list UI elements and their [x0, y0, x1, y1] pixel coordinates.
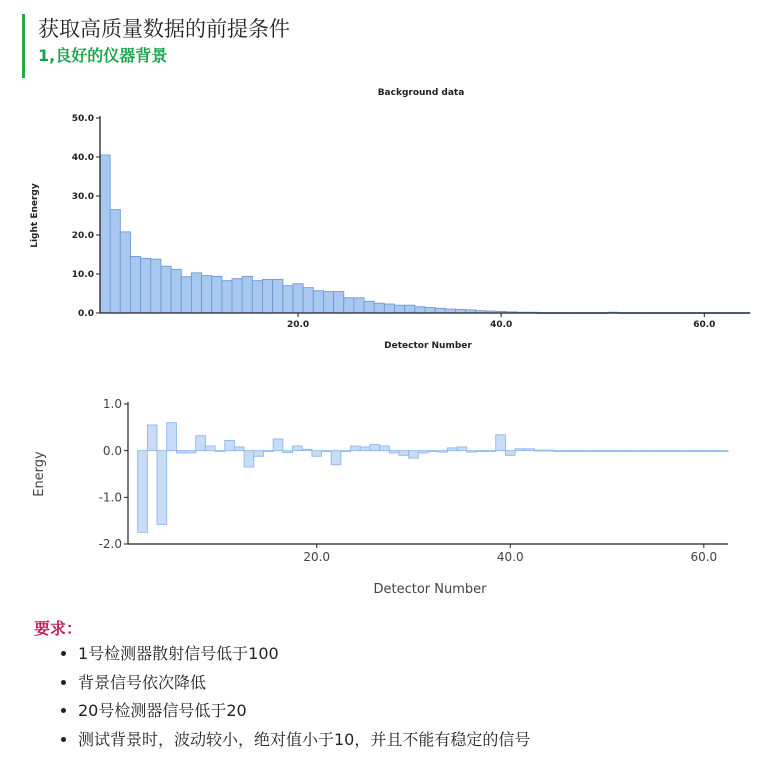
chart2-bar — [186, 451, 196, 453]
chart1-bar — [273, 279, 283, 313]
chart2-bar — [670, 451, 680, 452]
chart2-bar — [244, 451, 254, 467]
chart1-bar — [313, 291, 323, 313]
chart1-bar — [364, 301, 374, 313]
chart2-bar — [215, 451, 225, 452]
chart1-y-tick-label: 40.0 — [71, 153, 94, 164]
page-title: 获取高质量数据的前提条件 — [38, 17, 290, 41]
chart2-bar — [225, 440, 235, 450]
chart2-bar — [699, 451, 709, 452]
chart2-x-tick-label: 40.0 — [496, 550, 524, 564]
chart1-bar — [120, 232, 130, 313]
chart2-bar — [138, 451, 148, 533]
chart2-bar — [389, 451, 399, 453]
chart2-bar — [496, 435, 506, 451]
chart1-bar — [232, 279, 242, 313]
chart2-bar — [322, 451, 332, 452]
chart2-y-tick-label: 1.0 — [102, 397, 122, 412]
chart1-bar — [405, 305, 415, 313]
chart2-bar — [302, 449, 312, 450]
chart2-bar — [293, 446, 303, 451]
chart2-bar — [583, 451, 593, 452]
requirement-item: • 背景信号依次降低 — [78, 669, 530, 698]
chart1-bar — [181, 277, 191, 313]
chart2-y-tick-label: 0.0 — [102, 443, 122, 458]
chart2-bar — [544, 450, 554, 451]
chart2-bar — [612, 451, 622, 452]
chart1-x-tick-label: 20.0 — [286, 320, 310, 330]
chart2-y-tick-label: -1.0 — [98, 490, 122, 505]
chart2-bar — [515, 449, 525, 451]
header — [22, 14, 290, 78]
requirement-item: • 1号检测器散射信号低于100 — [78, 640, 530, 669]
chart1-bar — [130, 256, 140, 313]
chart2-bar — [563, 451, 573, 452]
chart2-bar — [447, 448, 457, 451]
chart1-bar — [395, 305, 405, 313]
chart2-bar — [476, 451, 486, 452]
chart2-bar — [651, 451, 661, 452]
chart2-bar — [438, 451, 448, 452]
chart2-bar — [331, 451, 341, 465]
chart2-bar — [689, 451, 699, 452]
chart2-bar — [525, 449, 535, 451]
chart2-bar — [370, 445, 380, 451]
chart2-bar — [380, 446, 390, 451]
chart2-bar — [157, 451, 167, 525]
chart1-x-label: Detector Number — [384, 341, 472, 351]
chart2-bar — [312, 451, 322, 457]
chart1-bar — [415, 307, 425, 313]
chart2-bar — [176, 451, 186, 453]
chart2-bar — [351, 446, 361, 451]
chart2-bar — [486, 451, 496, 452]
chart1-bar — [151, 259, 161, 313]
chart2-bar — [341, 451, 351, 452]
background-data-chart — [0, 80, 760, 360]
chart2-bar — [573, 451, 583, 452]
chart1-bar — [344, 298, 354, 313]
chart1-bar — [171, 269, 181, 313]
chart1-x-tick-label: 40.0 — [490, 320, 513, 330]
chart2-bar — [593, 451, 603, 452]
chart2-bar — [709, 451, 719, 452]
chart1-bar — [263, 279, 273, 313]
chart2-bar — [467, 451, 477, 452]
chart2-bar — [457, 447, 467, 451]
requirement-item: • 20号检测器信号低于20 — [78, 697, 530, 726]
chart1-bar — [374, 303, 384, 313]
chart1-bar — [252, 281, 262, 313]
chart1-bar — [293, 284, 303, 313]
chart1-bar — [202, 276, 212, 313]
chart2-x-label: Detector Number — [373, 582, 487, 597]
chart1-bar — [425, 308, 435, 313]
chart2-bar — [505, 451, 515, 456]
chart2-bar — [680, 451, 690, 452]
chart1-bar — [435, 308, 445, 313]
page-subtitle: 1,良好的仪器背景 — [38, 46, 168, 65]
chart1-title: Background data — [377, 88, 465, 98]
chart1-x-tick-label: 60.0 — [693, 320, 716, 330]
chart2-bar — [602, 451, 612, 452]
chart2-bar — [234, 447, 244, 451]
chart2-bar — [409, 451, 419, 458]
chart2-x-tick-label: 20.0 — [303, 550, 331, 564]
chart2-bar — [360, 447, 370, 451]
chart2-y-label: Energy — [32, 451, 47, 497]
chart1-bar — [191, 273, 201, 313]
requirement-item: • 测试背景时，波动较小，绝对值小于10，并且不能有稳定的信号 — [78, 726, 530, 755]
chart2-bar — [641, 451, 651, 452]
requirements-title: 要求： — [34, 619, 83, 638]
chart1-y-tick-label: 0.0 — [78, 309, 94, 320]
chart1-bar — [323, 292, 333, 313]
chart2-bar — [631, 451, 641, 452]
chart1-bar — [222, 281, 232, 313]
chart2-x-tick-label: 60.0 — [690, 550, 718, 564]
chart1-y-tick-label: 20.0 — [71, 231, 94, 242]
chart1-bar — [283, 286, 293, 313]
chart2-bar — [554, 451, 564, 452]
chart1-bar — [161, 266, 171, 313]
chart2-bar — [273, 439, 283, 451]
chart1-bar — [303, 288, 313, 313]
chart1-y-tick-label: 10.0 — [71, 270, 94, 281]
chart2-bar — [718, 451, 728, 452]
chart1-bar — [354, 298, 364, 313]
chart1-bar — [141, 258, 151, 313]
chart1-bar — [110, 210, 120, 313]
chart1-bar — [384, 304, 394, 313]
chart2-bar — [147, 425, 157, 451]
energy-chart — [0, 390, 760, 605]
chart2-y-tick-label: -2.0 — [98, 537, 122, 552]
chart2-bar — [283, 451, 293, 453]
chart2-bar — [534, 450, 544, 451]
chart1-bar — [334, 292, 344, 313]
chart2-bar — [418, 451, 428, 453]
chart2-bar — [167, 423, 177, 451]
chart1-bar — [242, 276, 252, 313]
chart2-bar — [660, 451, 670, 452]
chart1-y-tick-label: 50.0 — [71, 114, 94, 125]
chart2-bar — [428, 451, 438, 452]
chart1-bar — [212, 276, 222, 313]
chart1-y-tick-label: 30.0 — [71, 192, 94, 203]
chart1-bar — [100, 155, 110, 313]
chart2-bar — [254, 451, 264, 457]
requirements-list — [58, 640, 530, 754]
chart2-bar — [196, 436, 206, 451]
chart2-bar — [205, 446, 215, 451]
chart2-bar — [399, 451, 409, 456]
chart2-bar — [263, 451, 273, 452]
chart2-bar — [622, 451, 632, 452]
chart1-y-label: Light Energy — [30, 183, 40, 248]
